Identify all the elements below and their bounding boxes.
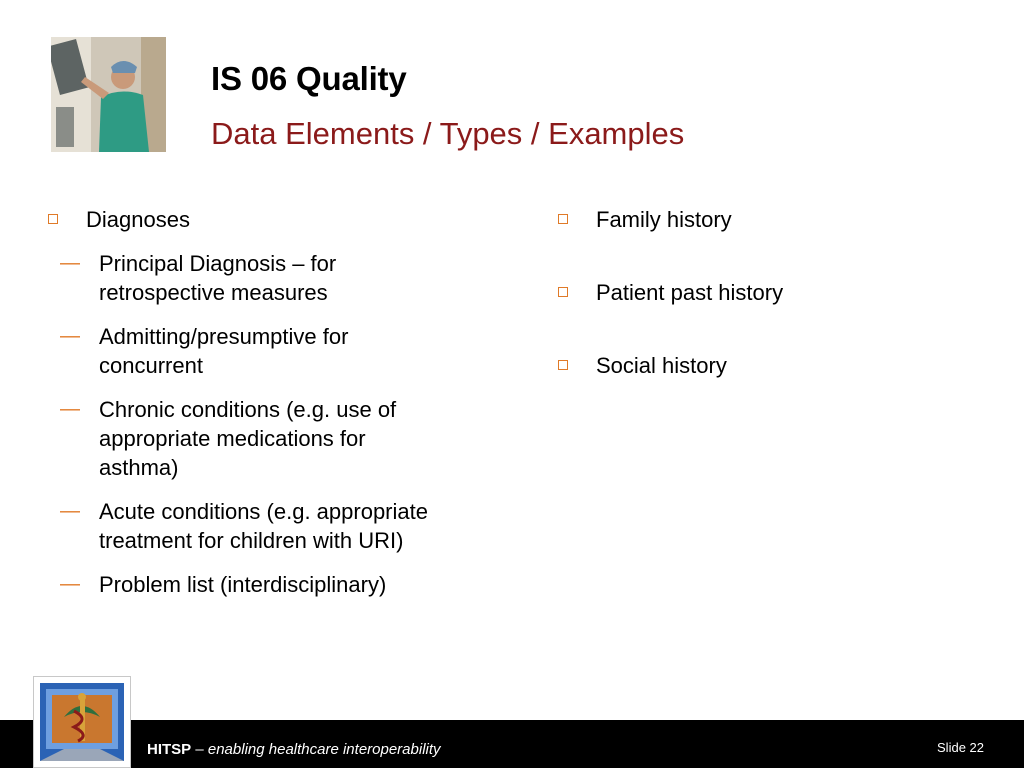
dash-bullet-icon: — [60,398,80,420]
bullet-family-history [558,205,988,234]
sub-item-line: Admitting/presumptive for [99,324,349,349]
slide-number: Slide 22 [937,740,984,755]
sub-item-line: Principal Diagnosis – for [99,251,337,276]
sub-item [48,570,518,599]
clinician-photo-icon [51,37,166,152]
dash-bullet-icon: — [60,252,80,274]
bullet-text: Family history [596,207,732,232]
hitsp-logo [33,676,131,768]
sub-item-line: retrospective measures [99,280,328,305]
sub-item [48,249,518,307]
sub-item-line: treatment for children with URI) [99,528,404,553]
square-bullet-icon [558,214,568,224]
footer-brand: HITSP [147,741,192,758]
dash-bullet-icon: — [60,325,80,347]
bullet-text: Diagnoses [86,207,190,232]
sub-item-line: appropriate medications for [99,426,366,451]
sub-item [48,395,518,482]
square-bullet-icon [558,287,568,297]
slide-title: IS 06 Quality [211,60,407,97]
sub-item [48,497,518,555]
bullet-text: Patient past history [596,280,784,305]
footer-text [147,741,441,758]
header-photo [51,37,166,152]
dash-bullet-icon: — [60,500,80,522]
sub-item-line: asthma) [99,455,179,480]
bullet-text: Social history [596,353,727,378]
sub-item [48,322,518,380]
square-bullet-icon [558,360,568,370]
caduceus-computer-icon [34,677,130,767]
bullet-diagnoses [48,205,518,234]
bullet-social-history [558,351,988,380]
sub-item-line: Acute conditions (e.g. appropriate [99,499,428,524]
right-column [558,205,988,424]
sub-item-line: Problem list (interdisciplinary) [99,572,387,597]
dash-bullet-icon: — [60,573,80,595]
bullet-patient-past-history [558,278,988,307]
slide-subtitle: Data Elements / Types / Examples [211,116,685,151]
left-column [48,205,518,614]
diagnoses-sublist [48,249,518,599]
sub-item-line: concurrent [99,353,203,378]
footer-tagline: enabling healthcare interoperability [207,741,441,758]
square-bullet-icon [48,214,58,224]
footer-separator: – [191,741,208,758]
sub-item-line: Chronic conditions (e.g. use of [99,397,397,422]
